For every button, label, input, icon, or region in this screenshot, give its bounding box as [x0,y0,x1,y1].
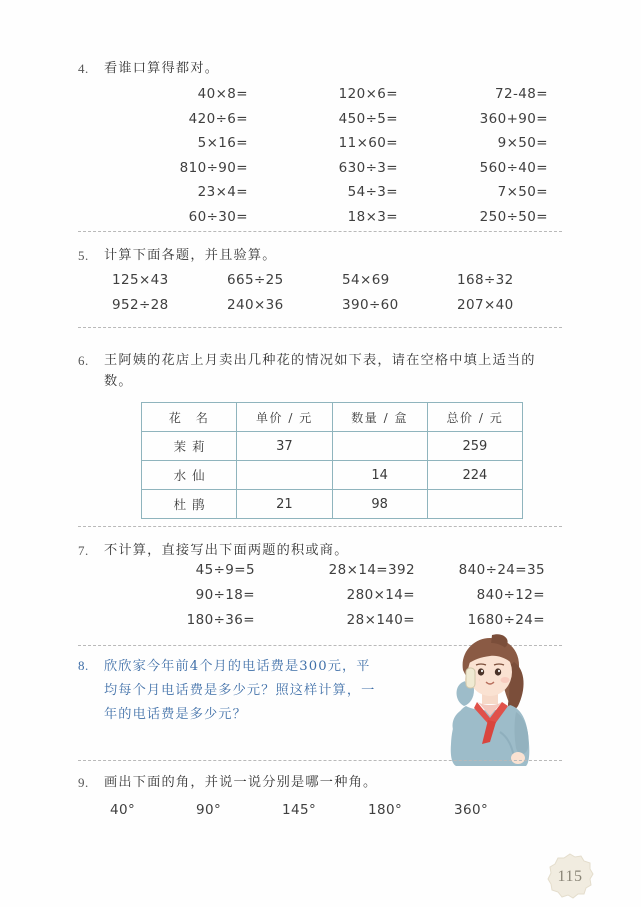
problem-item: 280×14= [346,587,415,603]
exercise-7-prompt: 不计算，直接写出下面两题的积或商。 [104,543,349,558]
exercise-5-prompt: 计算下面各题，并且验算。 [104,248,277,263]
table-header-row [142,403,523,432]
problem-item: 28×14=392 [328,562,415,578]
angle-value: 90° [196,802,222,818]
problem-item: 125×43 [112,272,169,288]
exercise-8-heading [78,655,378,727]
problem-item: 840÷24=35 [458,562,545,578]
problem-item: 560÷40= [479,159,548,176]
exercise-9-prompt: 画出下面的角，并说一说分别是哪一种角。 [104,775,378,790]
exercise-7-problem-grid [105,562,545,628]
problem-item: 390÷60 [342,297,399,313]
problem-item: 9×50= [497,135,548,151]
problem-item: 18×3= [347,208,398,225]
problem-item: 810÷90= [179,159,248,176]
problem-item: 360+90= [479,110,548,127]
problem-item: 54÷3= [347,184,398,200]
problem-item: 840÷12= [476,587,545,603]
exercise-9-heading [78,772,563,793]
exercise-6-prompt: 王阿姨的花店上月卖出几种花的情况如下表，请在空格中填上适当的数。 [104,353,536,389]
problem-item: 168÷32 [457,272,514,288]
problem-item: 60÷30= [188,208,248,225]
cell-unit-price[interactable]: 37 [237,432,332,461]
problem-item: 23×4= [197,184,248,200]
table-row [142,461,523,490]
section-divider [78,231,562,232]
exercise-6-heading [78,350,563,392]
angle-value: 360° [454,802,489,818]
cell-flower-name: 茉莉 [142,432,237,461]
cell-quantity[interactable]: 98 [332,490,427,519]
cell-flower-name: 杜鹃 [142,490,237,519]
problem-item: 240×36 [227,297,284,313]
exercise-7-number: 7. [78,543,89,558]
girl-on-phone-illustration [430,632,550,767]
exercise-7-heading [78,540,563,561]
exercise-4-problem-grid [108,86,548,225]
exercise-5-number: 5. [78,248,89,263]
exercise-5-problem-grid [112,272,552,313]
problem-item: 450÷5= [338,110,398,127]
page-number-badge [545,852,595,902]
angle-value: 180° [368,802,403,818]
problem-item: 952÷28 [112,297,169,313]
cell-unit-price[interactable] [237,461,332,490]
table-row [142,432,523,461]
angle-value: 145° [282,802,317,818]
problem-item: 28×140= [346,612,415,628]
problem-item: 11×60= [338,135,398,151]
column-header-unit-price: 单价 / 元 [237,403,332,432]
problem-item: 7×50= [497,184,548,200]
column-header-flower-name: 花 名 [142,403,237,432]
problem-item: 90÷18= [195,587,255,603]
problem-item: 5×16= [197,135,248,151]
cell-total-price[interactable] [427,490,522,519]
exercise-6-number: 6. [78,353,89,368]
page-number-label: 115 [557,868,583,885]
exercise-5-heading [78,245,563,266]
problem-item: 40×8= [197,86,248,102]
exercise-9-angle-list [110,802,530,818]
section-divider [78,327,562,328]
cell-quantity[interactable] [332,432,427,461]
exercise-4-prompt: 看谁口算得都对。 [104,61,220,76]
problem-item: 180÷36= [186,612,255,628]
problem-item: 420÷6= [188,110,248,127]
problem-item: 1680÷24= [467,612,545,628]
problem-item: 120×6= [338,86,398,102]
exercise-4-number: 4. [78,61,89,76]
cell-quantity[interactable]: 14 [332,461,427,490]
problem-item: 54×69 [342,272,390,288]
exercise-8-prompt: 欣欣家今年前4个月的电话费是300元，平均每个月电话费是多少元？照这样计算，一年的电话费是多少元？ [104,659,376,722]
exercise-8-number: 8. [78,658,89,673]
problem-item: 207×40 [457,297,514,313]
exercise-9-number: 9. [78,775,89,790]
section-divider [78,526,562,527]
angle-value: 40° [110,802,136,818]
problem-item: 665÷25 [227,272,284,288]
section-divider [78,760,562,761]
problem-item: 72-48= [495,86,548,102]
cell-flower-name: 水仙 [142,461,237,490]
problem-item: 630÷3= [338,159,398,176]
problem-item: 250÷50= [479,208,548,225]
table-row [142,490,523,519]
exercise-4-heading [78,58,563,79]
column-header-quantity: 数量 / 盒 [332,403,427,432]
cell-unit-price[interactable]: 21 [237,490,332,519]
cell-total-price[interactable]: 224 [427,461,522,490]
column-header-total-price: 总价 / 元 [427,403,522,432]
cell-total-price[interactable]: 259 [427,432,522,461]
flower-sales-table [141,402,523,519]
problem-item: 45÷9=5 [195,562,255,578]
